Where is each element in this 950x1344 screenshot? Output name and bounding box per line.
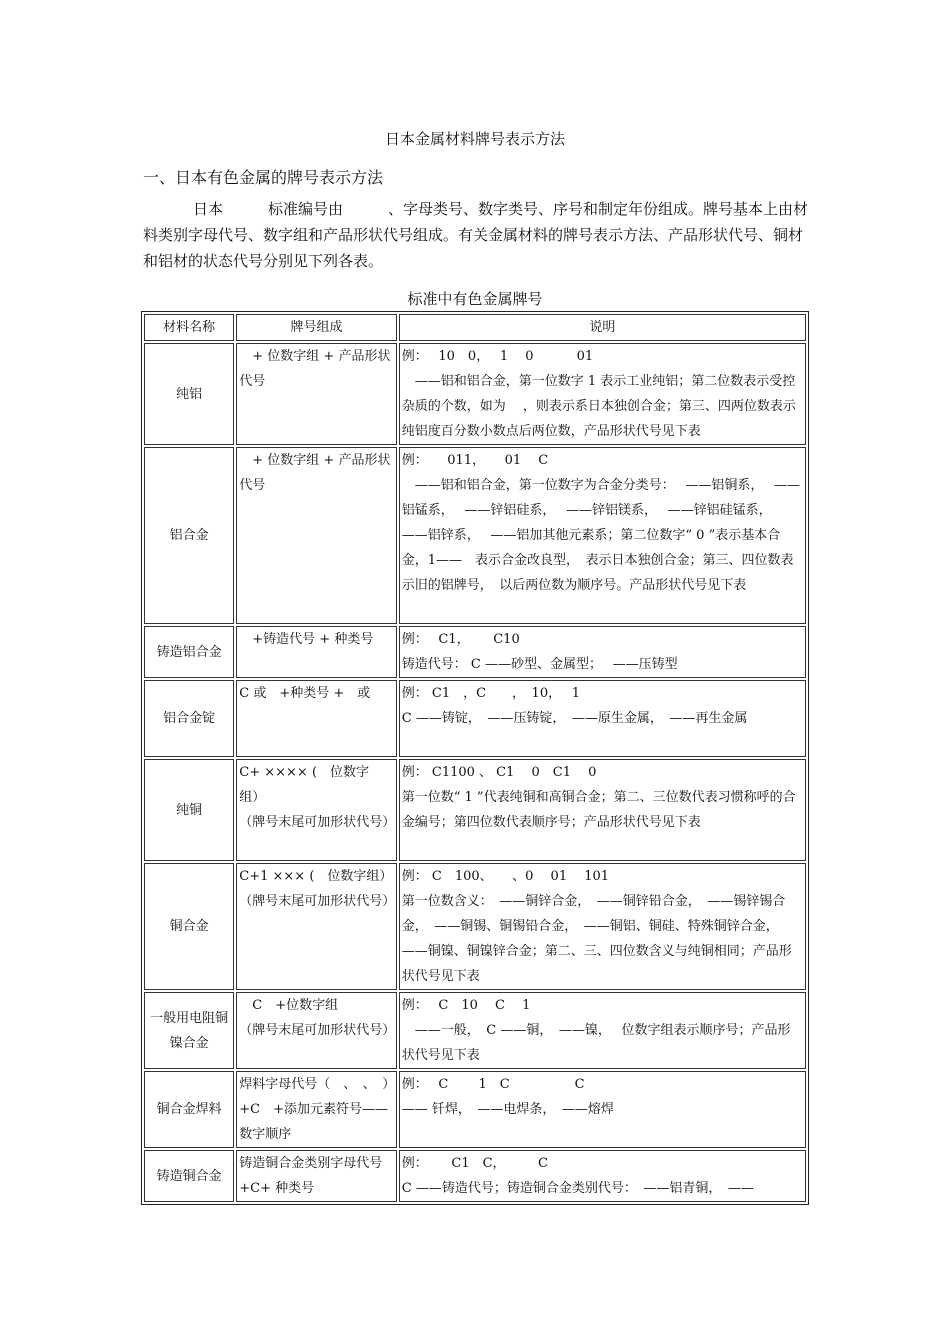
material-name-cell: 一般用电阻铜镍合金 [144,992,234,1069]
material-name-cell: 纯铝 [144,343,234,445]
composition-cell: C +位数字组 （牌号末尾可加形状代号） [236,992,396,1069]
table-caption: 标准中有色金属牌号 [407,290,543,308]
description-cell: 例： 011， 01 C ——铝和铝合金，第一位数字为合金分类号： ——铝铜系， ——铝锰系， ——锌铝硅系， ——锌铝镁系， ——锌铝硅锰系， ——铝锌系， ——铝加其他元素系；第二位数字“ 0 ”表示基本合金，1—— 表示合金改良型， 表示日本独创合金；第三、四位数表示旧的铝牌号， 以后两位数为顺序号。产品形状代号见下表 [399,447,806,624]
material-name-cell: 铝合金锭 [144,680,234,757]
grade-table [141,311,809,1205]
composition-cell: 铸造铜合金类别字母代号 +C+ 种类号 [236,1150,396,1202]
table-row [144,863,806,990]
material-name-cell: 铸造铝合金 [144,626,234,678]
table-row [144,992,806,1069]
composition-cell: 焊料字母代号（ 、 、 ）+C +添加元素符号——数字顺序 [236,1071,396,1148]
material-name-cell: 纯铜 [144,759,234,861]
table-row [144,343,806,445]
composition-cell: C+ ×××× ( 位数字组） （牌号末尾可加形状代号） [236,759,396,861]
intro-paragraph: 日本 标准编号由 、字母类号、数字类号、序号和制定年份组成。牌号基本上由材料类别字母代号、数字组和产品形状代号组成。有关金属材料的牌号表示方法、产品形状代号、铜材和铝材的状态代号分别见下列各表。 [143,200,809,270]
table-row [144,1071,806,1148]
material-name-cell: 铝合金 [144,447,234,624]
header-description: 说明 [399,314,806,341]
table-row [144,447,806,624]
composition-cell: C 或 +种类号 + 或 [236,680,396,757]
composition-cell: + 位数字组 + 产品形状代号 [236,343,396,445]
description-cell: 例： C 10 C 1 ——一般， C ——铜， ——镍， 位数字组表示顺序号；产品形状代号见下表 [399,992,806,1069]
header-grade-composition: 牌号组成 [236,314,396,341]
material-name-cell: 铜合金 [144,863,234,990]
section-heading: 一、日本有色金属的牌号表示方法 [143,168,384,187]
description-cell: 例： C1 ，C ， 10， 1 C ——铸锭， ——压铸锭， ——原生金属， ——再生金属 [399,680,806,757]
description-cell: 例： C 1 C C —— 钎焊， ——电焊条， ——熔焊 [399,1071,806,1148]
doc-title: 日本金属材料牌号表示方法 [384,130,565,148]
table-row [144,759,806,861]
composition-cell: +铸造代号 + 种类号 [236,626,396,678]
description-cell: 例： 10 0， 1 0 01 ——铝和铝合金，第一位数字 1 表示工业纯铝；第二位数表示受控杂质的个数，如为 ，则表示系日本独创合金；第三、四两位数表示纯铝度百分数小数点后两位数，产品形状代号见下表 [399,343,806,445]
material-name-cell: 铜合金焊料 [144,1071,234,1148]
description-cell: 例： C 100、 、0 01 101 第一位数含义： ——铜锌合金， ——铜锌铅合金， ——锡锌锡合金， ——铜锡、铜锡铅合金， ——铜铝、铜硅、特殊铜锌合金， ——铜镍、铜镍锌合金；第二、三、四位数含义与纯铜相同；产品形状代号见下表 [399,863,806,990]
composition-cell: C+1 ××× ( 位数字组） （牌号末尾可加形状代号） [236,863,396,990]
table-header-row [144,314,806,341]
table-row [144,680,806,757]
table-row [144,626,806,678]
composition-cell: + 位数字组 + 产品形状代号 [236,447,396,624]
description-cell: 例： C1 C， C C ——铸造代号；铸造铜合金类别代号： ——铝青铜， —— [399,1150,806,1202]
table-row [144,1150,806,1202]
material-name-cell: 铸造铜合金 [144,1150,234,1202]
description-cell: 例： C1100 、 C1 0 C1 0 第一位数“ 1 ”代表纯铜和高铜合金；第二、三位数代表习惯称呼的合金编号；第四位数代表顺序号；产品形状代号见下表 [399,759,806,861]
header-material-name: 材料名称 [144,314,234,341]
description-cell: 例： C1， C10 铸造代号： C ——砂型、金属型； ——压铸型 [399,626,806,678]
